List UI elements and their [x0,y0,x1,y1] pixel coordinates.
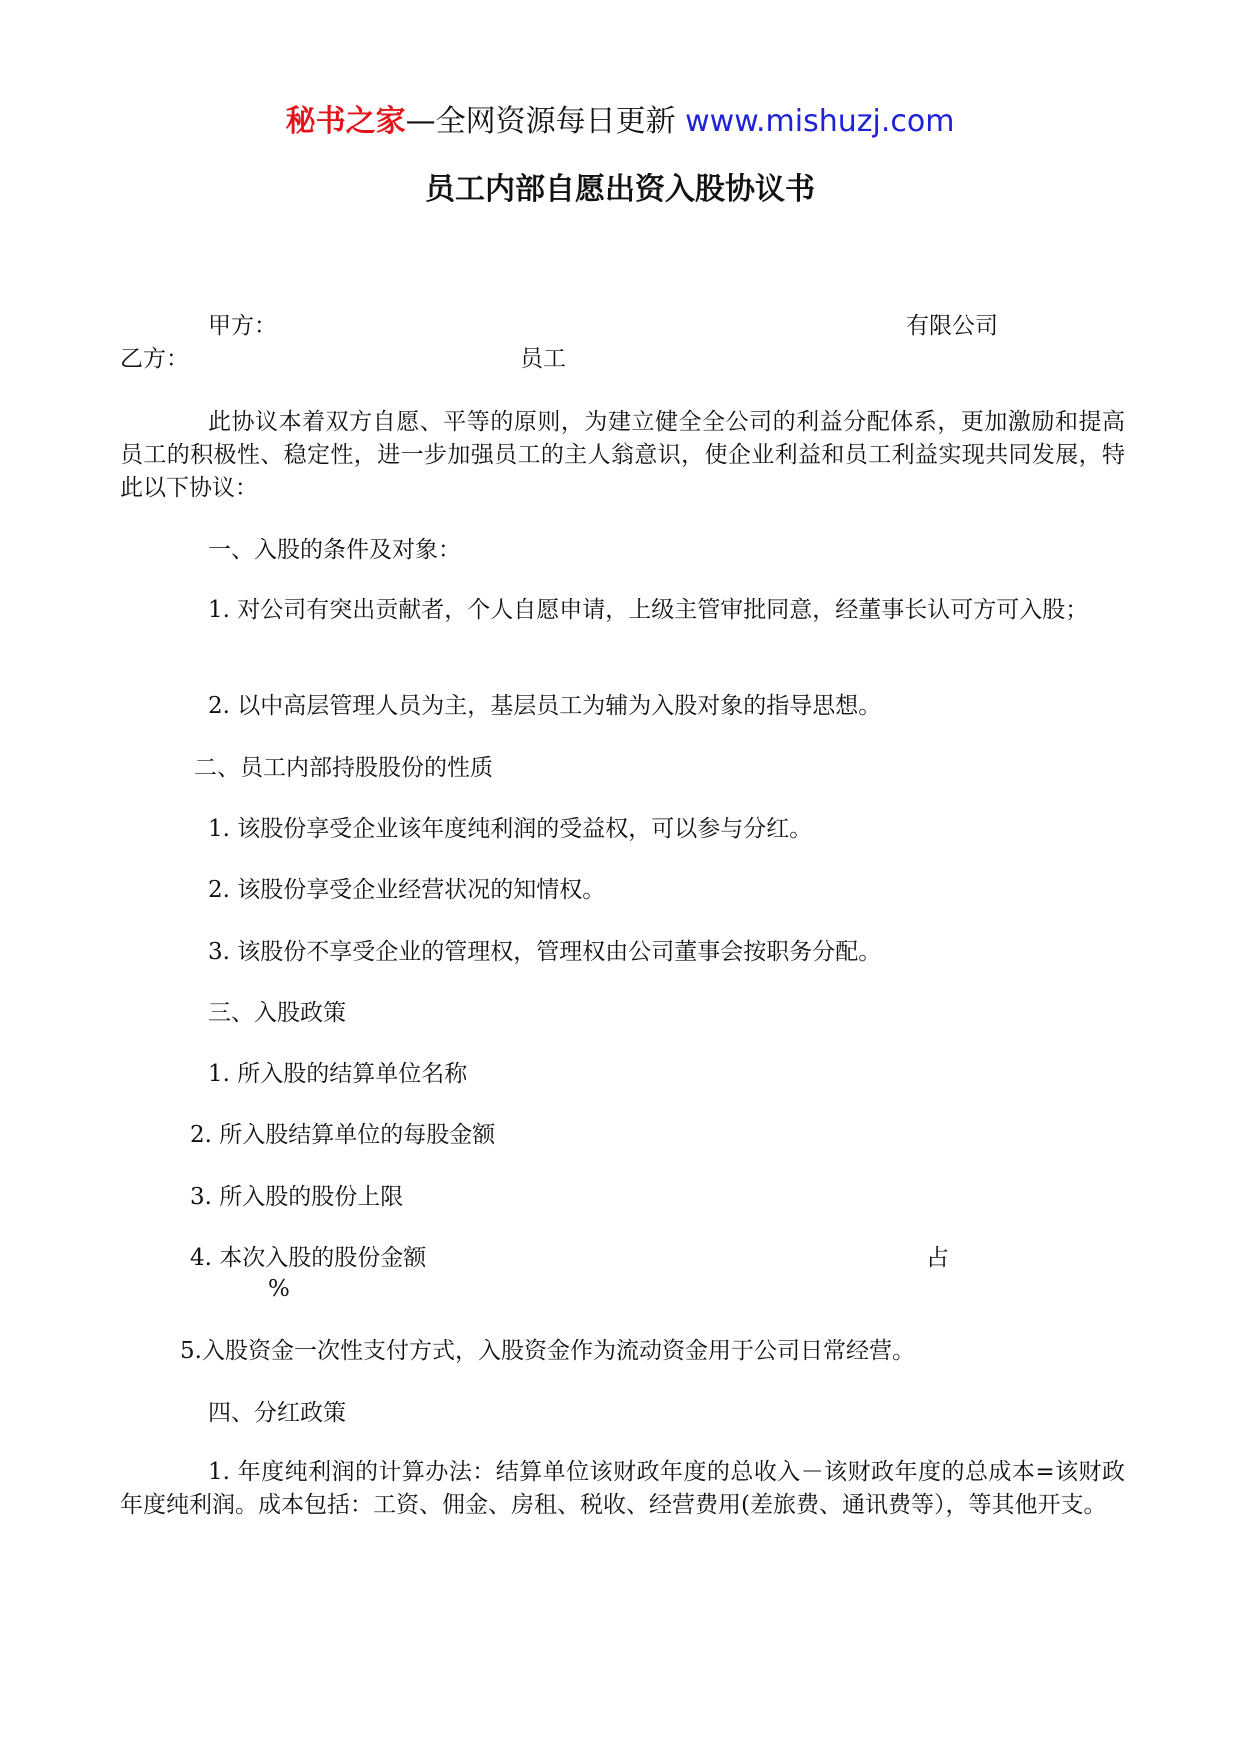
section3-item4-zhan: 占 [926,1245,949,1271]
intro-paragraph: 此协议本着双方自愿、平等的原则，为建立健全全公司的利益分配体系，更加激励和提高员工的积极性、稳定性，进一步加强员工的主人翁意识，使企业利益和员工利益实现共同发展，特此以下协议： [120,409,1125,501]
section3-item2: 2. 所入股结算单位的每股金额 [190,1122,496,1148]
section2-item2: 2. 该股份享受企业经营状况的知情权。 [208,877,606,903]
section2-heading: 二、员工内部持股股份的性质 [194,755,493,781]
header-slogan: —全网资源每日更新 [405,104,676,139]
brand-name: 秘书之家 [285,104,406,139]
document-title: 员工内部自愿出资入股协议书 [425,172,815,207]
section1-item2: 2. 以中高层管理人员为主，基层员工为辅为入股对象的指导思想。 [208,693,882,719]
section1-heading: 一、入股的条件及对象： [208,537,461,563]
party-a-label: 甲方： [208,313,277,339]
site-header [0,100,1240,144]
section2-item3: 3. 该股份不享受企业的管理权，管理权由公司董事会按职务分配。 [208,939,882,965]
party-b-suffix: 员工 [520,346,566,372]
section2-item1: 1. 该股份享受企业该年度纯利润的受益权，可以参与分红。 [208,816,813,842]
section1-item1: 1. 对公司有突出贡献者，个人自愿申请，上级主管审批同意，经董事长认可方可入股； [208,597,1089,623]
site-url-link[interactable]: www.mishuzj.com [685,104,955,139]
section4-item1: 1. 年度纯利润的计算办法：结算单位该财政年度的总收入－该财政年度的总成本=该财政年度纯利润。成本包括：工资、佣金、房租、税收、经营费用(差旅费、通讯费等），等其他开支。 [120,1459,1125,1518]
party-b-label: 乙方： [120,346,189,372]
party-a-suffix: 有限公司 [906,313,998,339]
section3-heading: 三、入股政策 [208,1000,346,1026]
section3-item5: 5.入股资金一次性支付方式，入股资金作为流动资金用于公司日常经营。 [180,1338,915,1364]
section3-item1: 1. 所入股的结算单位名称 [208,1061,468,1087]
section3-item3: 3. 所入股的股份上限 [190,1184,404,1210]
section3-item4: 4. 本次入股的股份金额 [190,1245,427,1271]
section3-item4-percent: % [268,1276,290,1302]
section4-heading: 四、分红政策 [208,1400,346,1426]
